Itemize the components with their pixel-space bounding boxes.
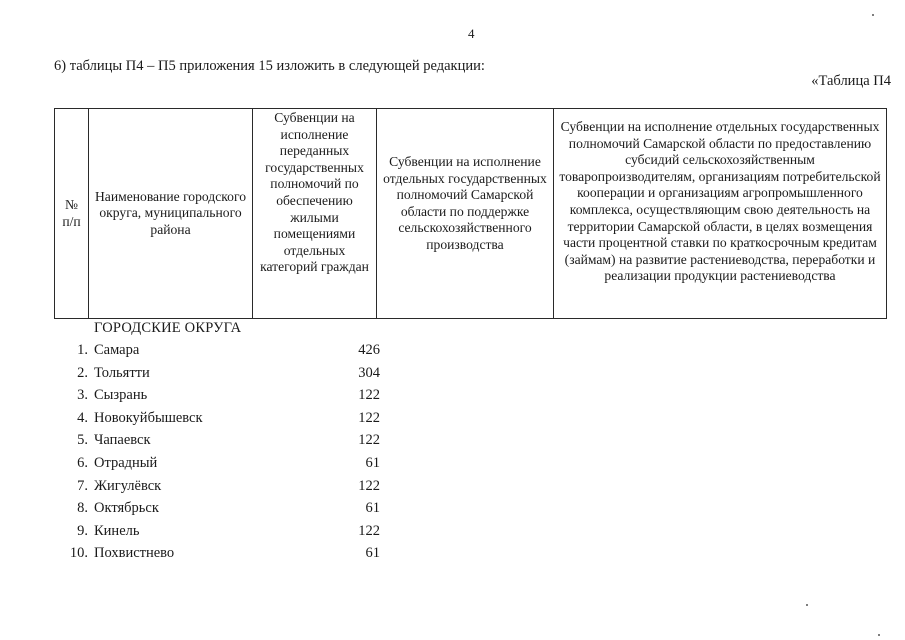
row-housing-value: 61	[365, 500, 380, 517]
row-district-name: Отрадный	[94, 454, 158, 471]
table-body	[54, 342, 380, 568]
table-row	[54, 454, 380, 478]
row-number: 6.	[77, 454, 88, 471]
row-district-name: Тольятти	[94, 364, 150, 381]
row-number: 5.	[77, 432, 88, 449]
row-district-name: Самара	[94, 342, 140, 358]
row-number: 7.	[77, 477, 88, 494]
row-district-name: Кинель	[94, 522, 140, 539]
table-row	[54, 387, 380, 410]
row-district-name: Похвистнево	[94, 545, 175, 562]
row-housing-value: 122	[358, 432, 380, 449]
row-district-name: Жигулёвск	[94, 477, 162, 494]
table-row	[54, 432, 380, 455]
scan-speck	[806, 604, 808, 606]
table-row	[54, 477, 380, 501]
row-housing-value: 122	[358, 477, 380, 494]
table-caption: «Таблица П4	[811, 73, 891, 89]
row-number: 4.	[77, 409, 88, 426]
table-row	[54, 342, 380, 365]
header-row	[55, 109, 887, 319]
table-row	[54, 364, 380, 388]
row-number: 8.	[77, 500, 88, 517]
header-district-name: Наименование городского округа, муниципального района	[89, 109, 253, 319]
scan-speck	[878, 634, 880, 636]
header-interest-rate-subvention: Субвенции на исполнение отдельных государственных полномочий Самарской области по предоставлению субсидий сельскохозяйственным товаропроизводителям, организациям потребительской кооперации и организациям агропромышленного комплекса, осуществляющим свою деятельность на территории Самарской области, в целях возмещения части процентной ставки по краткосрочным кредитам (займам) на развитие растениеводства, переработки и реализации продукции растениеводства	[554, 109, 887, 319]
table-row	[54, 500, 380, 523]
row-number: 3.	[77, 387, 88, 404]
header-agriculture-subvention: Субвенции на исполнение отдельных государственных полномочий Самарской области по поддержке сельскохозяйственного производства	[377, 109, 554, 319]
row-housing-value: 61	[365, 545, 380, 562]
row-district-name: Октябрьск	[94, 500, 159, 517]
table-header	[54, 108, 887, 319]
row-district-name: Чапаевск	[94, 432, 151, 449]
row-district-name: Сызрань	[94, 387, 148, 404]
row-housing-value: 122	[358, 409, 380, 426]
row-housing-value: 122	[358, 387, 380, 404]
table-row	[54, 545, 380, 568]
row-housing-value: 304	[358, 364, 380, 381]
table-row	[54, 409, 380, 433]
row-number: 1.	[77, 342, 88, 358]
row-number: 2.	[77, 364, 88, 381]
row-district-name: Новокуйбышевск	[94, 409, 203, 426]
page-number: 4	[468, 26, 475, 41]
intro-paragraph: 6) таблицы П4 – П5 приложения 15 изложить в следующей редакции:	[54, 58, 485, 74]
table-row	[54, 522, 380, 546]
header-number: № п/п	[55, 109, 89, 319]
row-housing-value: 122	[358, 522, 380, 539]
row-housing-value: 61	[365, 454, 380, 471]
section-title: ГОРОДСКИЕ ОКРУГА	[94, 320, 242, 336]
header-housing-subvention: Субвенции на исполнение переданных государственных полномочий по обеспечению жилыми помещениями отдельных категорий граждан	[253, 109, 377, 319]
scan-speck	[872, 14, 874, 16]
row-number: 9.	[77, 522, 88, 539]
row-housing-value: 426	[358, 342, 380, 358]
row-number: 10.	[69, 545, 88, 562]
